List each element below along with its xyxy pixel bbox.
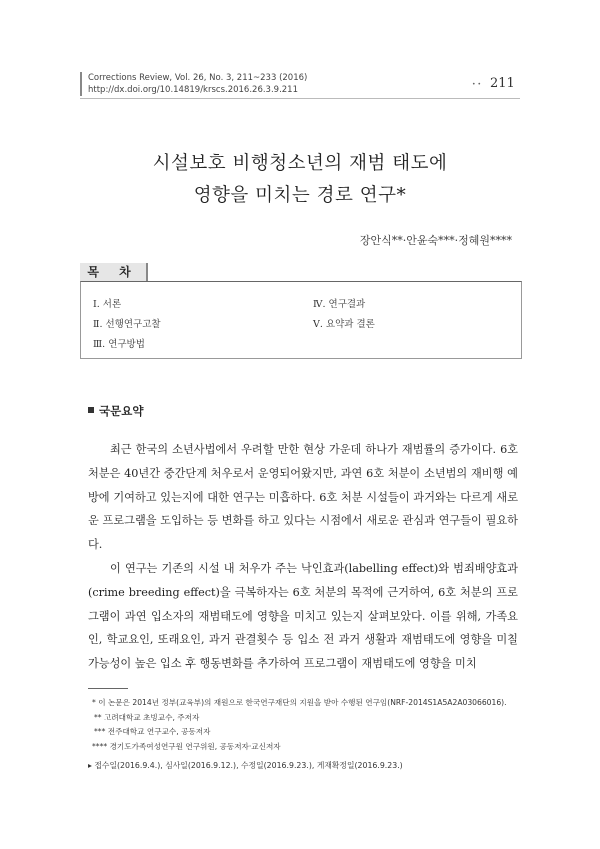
toc-item-2: Ⅱ. 선행연구고찰 bbox=[93, 319, 161, 330]
toc-item-1: Ⅰ. 서론 bbox=[93, 299, 122, 310]
author-list: 장안식**·안윤숙***·정혜원**** bbox=[359, 234, 512, 247]
footnotes bbox=[92, 696, 507, 754]
abstract-heading bbox=[88, 403, 143, 419]
abstract-paragraph-2: 이 연구는 기존의 시설 내 처우가 주는 낙인효과(labelling effect)와 범죄배양효과(crime breeding effect)을 극복하자는 6호 처분의 목적에 근거하여, 6호 처분의 프로그램이 과연 입소자의 재범태도에 영향을 미치고 있는지 살펴보았다. 이를 위해, 가족요인, 학교요인, 또래요인, 과거 관결횟수 등 입소 전 과거 생활과 재범태도에 영향을 미칠 가능성이 높은 입소 후 행동변화를 추가하여 프로그램이 재범태도에 영향을 미치 bbox=[88, 561, 518, 671]
toc-item-3: Ⅲ. 연구방법 bbox=[93, 339, 145, 350]
footnote-divider bbox=[88, 688, 128, 689]
square-bullet-icon bbox=[88, 407, 94, 413]
doi-link[interactable]: http://dx.doi.org/10.14819/krscs.2016.26.3.9.211 bbox=[88, 85, 298, 95]
abstract-heading-text: 국문요약 bbox=[99, 404, 144, 418]
footnote-2: ** 고려대학교 초빙교수, 주저자 bbox=[94, 712, 200, 722]
footnote-4: **** 경기도가족여성연구원 연구위원, 공동저자·교신저자 bbox=[92, 741, 281, 751]
footnote-1: * 이 논문은 2014년 정부(교육부)의 재원으로 한국연구재단의 지원을 받아 수행된 연구임(NRF-2014S1A5A2A03066016). bbox=[92, 698, 507, 707]
submission-dates: ▸ 접수일(2016.9.4.), 심사일(2016.9.12.), 수정일(2016.9.23.), 게재확정일(2016.9.23.) bbox=[88, 761, 403, 770]
paper-title bbox=[0, 148, 600, 212]
header-accent-bar bbox=[80, 72, 82, 96]
page-number: 211 bbox=[490, 76, 515, 91]
journal-citation: Corrections Review, Vol. 26, No. 3, 211~233 (2016) bbox=[88, 73, 308, 83]
toc-label: 목 차 bbox=[80, 263, 148, 282]
toc-item-4: Ⅳ. 연구결과 bbox=[313, 299, 366, 310]
title-line-1: 시설보호 비행청소년의 재범 태도에 bbox=[152, 153, 448, 174]
header-divider bbox=[80, 98, 520, 99]
abstract-paragraph-1: 최근 한국의 소년사법에서 우려할 만한 현상 가운데 하나가 재범률의 증가이다. 6호 처분은 40년간 중간단계 처우로서 운영되어왔지만, 과연 6호 처분이 소년범의 재비행 예방에 기여하고 있는지에 대한 연구는 미흡하다. 6호 처분 시설들이 과거와는 다르게 새로운 프로그램을 도입하는 등 변화를 하고 있다는 시점에서 새로운 관심과 연구들이 필요하다. bbox=[88, 443, 518, 552]
page-ornament: • • bbox=[472, 81, 481, 88]
journal-header bbox=[88, 72, 307, 96]
title-line-2: 영향을 미치는 경로 연구* bbox=[193, 185, 407, 206]
footnote-3: *** 전주대학교 연구교수, 공동저자 bbox=[94, 727, 211, 736]
abstract-body bbox=[88, 438, 518, 676]
toc-item-5: Ⅴ. 요약과 결론 bbox=[313, 319, 375, 330]
table-of-contents bbox=[80, 281, 522, 359]
